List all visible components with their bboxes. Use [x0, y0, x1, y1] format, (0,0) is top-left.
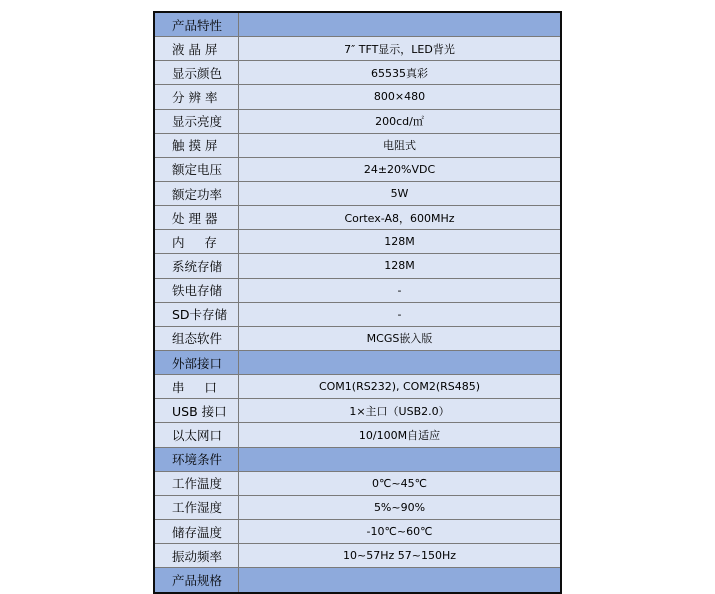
spec-row	[155, 158, 560, 182]
spec-value: 5%~90%	[373, 500, 426, 514]
spec-label: 工作湿度	[155, 496, 239, 519]
spec-value: 800×480	[373, 90, 426, 104]
section-header-blank	[239, 351, 560, 374]
spec-label: 振动频率	[155, 544, 239, 567]
spec-row	[155, 61, 560, 85]
spec-label: 以太网口	[155, 423, 239, 446]
spec-row	[155, 134, 560, 158]
spec-row	[155, 110, 560, 134]
spec-row	[155, 85, 560, 109]
section-header-row	[155, 448, 560, 472]
spec-row	[155, 230, 560, 254]
spec-label: 显示颜色	[155, 61, 239, 84]
spec-row	[155, 279, 560, 303]
spec-value: Cortex-A8，600MHz	[344, 211, 455, 225]
spec-label: 液 晶 屏	[155, 37, 239, 60]
spec-row	[155, 423, 560, 447]
section-header-row	[155, 13, 560, 37]
spec-value: 5W	[390, 187, 409, 201]
spec-row	[155, 544, 560, 568]
spec-label: 内 存	[155, 230, 239, 253]
spec-label: 处 理 器	[155, 206, 239, 229]
spec-row	[155, 375, 560, 399]
spec-value: -	[397, 283, 402, 297]
spec-label: 组态软件	[155, 327, 239, 350]
spec-value: 128M	[384, 259, 415, 273]
spec-value: MCGS嵌入版	[366, 332, 433, 346]
section-header-blank	[239, 448, 560, 471]
spec-label: 额定功率	[155, 182, 239, 205]
spec-label: 额定电压	[155, 158, 239, 181]
spec-row	[155, 472, 560, 496]
spec-row	[155, 206, 560, 230]
spec-label: USB 接口	[155, 399, 239, 422]
spec-label: 触 摸 屏	[155, 134, 239, 157]
section-title: 外部接口	[155, 351, 239, 374]
spec-value: COM1(RS232), COM2(RS485)	[318, 380, 481, 394]
spec-value: 10/100M自适应	[358, 428, 441, 442]
spec-value: 7″ TFT显示，LED背光	[344, 42, 455, 56]
spec-row	[155, 327, 560, 351]
spec-row	[155, 37, 560, 61]
spec-label: 分 辨 率	[155, 85, 239, 108]
spec-value: -	[397, 307, 402, 321]
spec-value: 200cd/㎡	[375, 115, 424, 129]
section-title: 产品特性	[155, 13, 239, 36]
spec-label: SD卡存储	[155, 303, 239, 326]
section-header-blank	[239, 13, 560, 36]
section-header-row	[155, 351, 560, 375]
section-title: 产品规格	[155, 568, 239, 592]
spec-value: 24±20%VDC	[363, 162, 436, 176]
spec-value: 65535真彩	[371, 66, 428, 80]
spec-value: 电阻式	[383, 139, 416, 153]
spec-row	[155, 182, 560, 206]
spec-value: 1×主口（USB2.0）	[349, 404, 450, 418]
spec-row	[155, 399, 560, 423]
spec-value: 128M	[384, 235, 415, 249]
spec-label: 系统存储	[155, 254, 239, 277]
spec-value: 0℃~45℃	[372, 476, 427, 490]
spec-row	[155, 303, 560, 327]
spec-row	[155, 496, 560, 520]
spec-label: 储存温度	[155, 520, 239, 543]
spec-label: 串 口	[155, 375, 239, 398]
spec-value: -10℃~60℃	[366, 525, 433, 539]
spec-value: 10~57Hz 57~150Hz	[342, 549, 456, 563]
spec-label: 显示亮度	[155, 110, 239, 133]
spec-table	[153, 11, 562, 594]
spec-label: 工作温度	[155, 472, 239, 495]
spec-row	[155, 520, 560, 544]
spec-row	[155, 254, 560, 278]
section-title: 环境条件	[155, 448, 239, 471]
spec-label: 铁电存储	[155, 279, 239, 302]
